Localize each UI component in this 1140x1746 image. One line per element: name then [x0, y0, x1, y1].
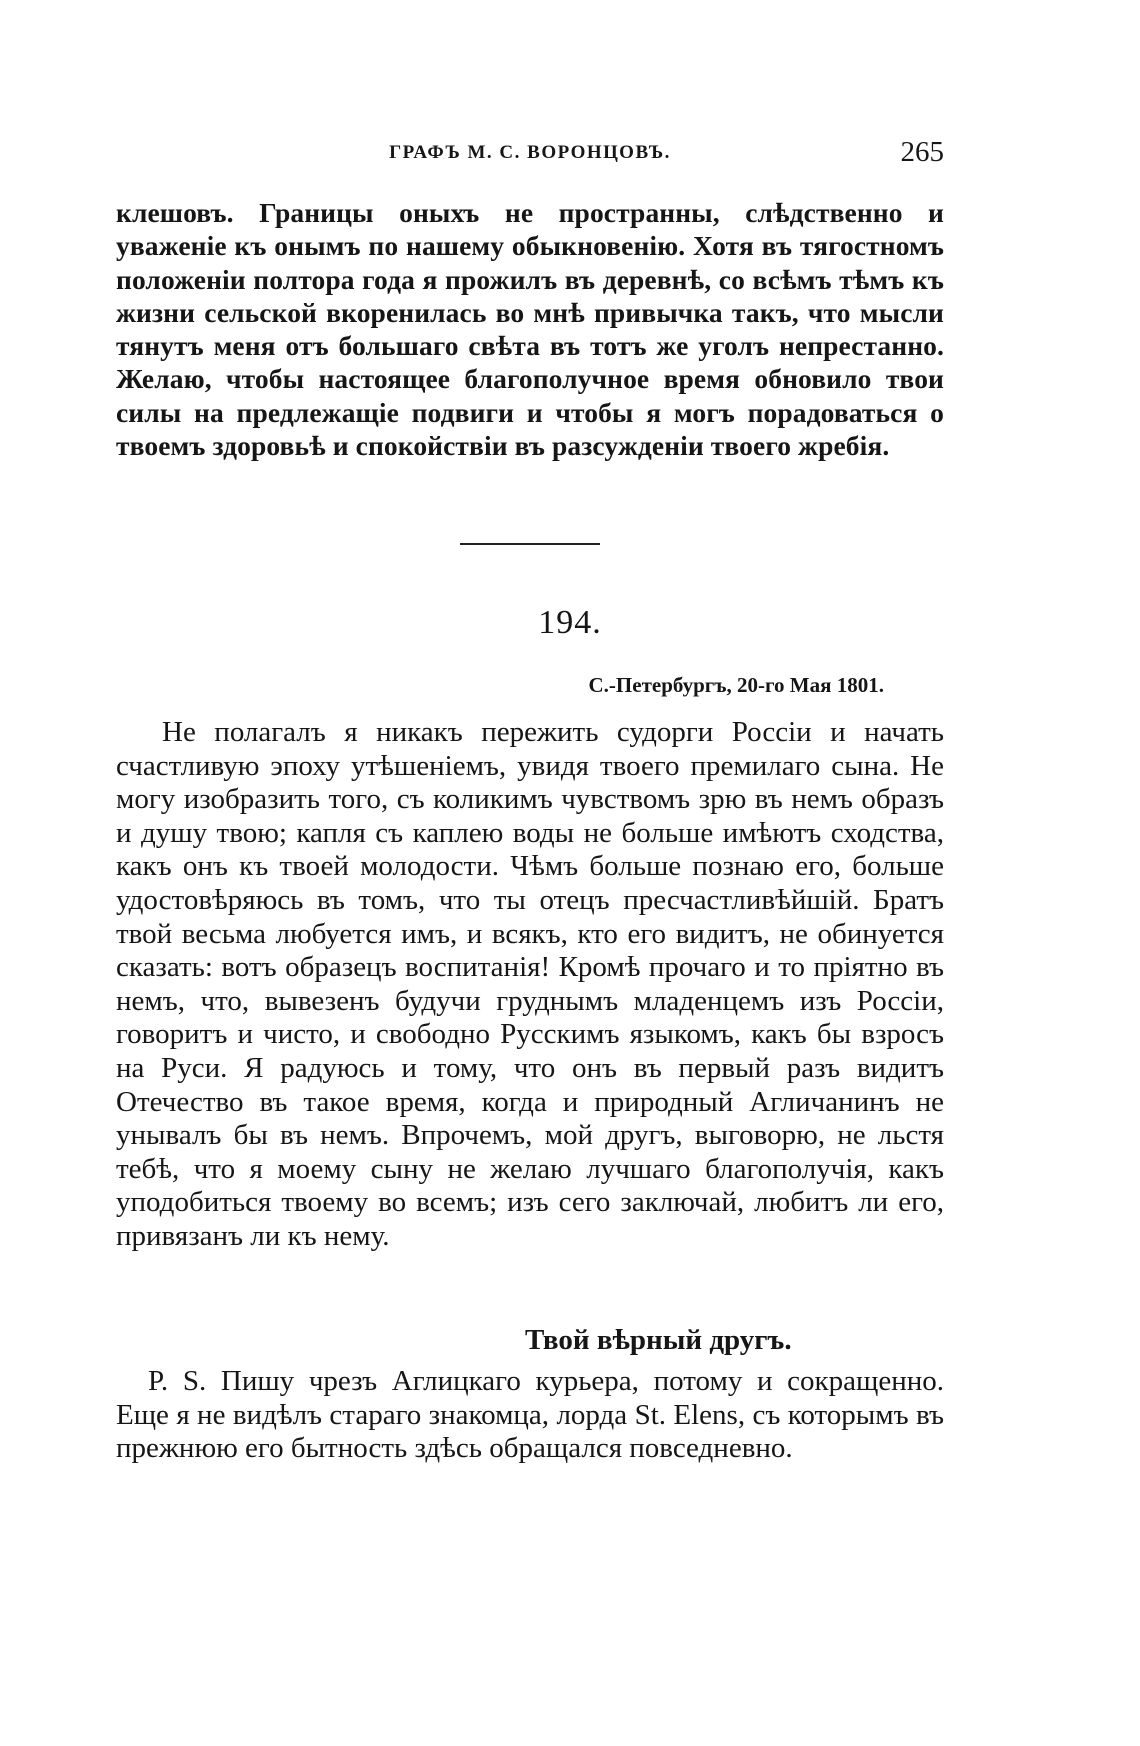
page-number: 265: [900, 136, 944, 168]
section-divider: [460, 543, 600, 545]
letter-dateline: С.-Петербургъ, 20-го Мая 1801.: [588, 673, 884, 697]
letter-body-text: Не полагалъ я никакъ пережить судорги Россіи и начать счастливую эпоху утѣшеніемъ, увидя твоего премилаго сына. Не могу изобразить того, съ коликимъ чувствомъ зрю въ немъ образъ и душу твою; капля съ каплею воды не больше имѣютъ сходства, какъ онъ къ твоей молодости. Чѣмъ больше познаю его, больше удостовѣряюсь въ томъ, что ты отецъ пресчастливѣйшій. Братъ твой весьма любуется имъ, и всякъ, кто его видитъ, не обинуется сказать: вотъ образецъ воспитанія! Кромѣ прочаго и то пріятно въ немъ, что, вывезенъ будучи груднымъ младенцемъ изъ Россіи, говоритъ и чисто, и свободно Русскимъ языкомъ, какъ бы взросъ на Руси. Я радуюсь и тому, что онъ въ первый разъ видитъ Отечество въ такое время, когда и природный Агличанинъ не унывалъ бы въ немъ. Впрочемъ, мой другъ, выговорю, не льстя тебѣ, что я моему сыну не желаю лучшаго благополучія, какъ уподобиться твоему во всемъ; изъ сего заключай, любитъ ли его, привязанъ ли къ нему.: [116, 716, 944, 1252]
continued-paragraph-text: клешовъ. Границы оныхъ не пространны, слѣдственно и уваженіе къ онымъ по нашему обыкновенію. Хотя въ тягостномъ положеніи полтора года я прожилъ въ деревнѣ, со всѣмъ тѣмъ къ жизни сельской вкоренилась во мнѣ привычка такъ, что мысли тянутъ меня отъ большаго свѣта въ тотъ же уголъ непрестанно. Желаю, чтобы настоящее благополучное время обновило твои силы на предлежащіе подвиги и чтобы я могъ порадоваться о твоемъ здоровьѣ и спокойствіи въ разсужденіи твоего жребія.: [116, 197, 944, 462]
running-title: ГРАФЪ М. С. ВОРОНЦОВЪ.: [389, 142, 671, 163]
continued-paragraph: [116, 196, 944, 462]
page-header: [116, 136, 944, 178]
postscript-text: P. S. Пишу чрезъ Аглицкаго курьера, потому и сокращенно. Еще я не видѣлъ стараго знакомца, лорда St. Elens, съ которымъ въ прежнюю его бытность здѣсь обращался повседневно.: [116, 1365, 944, 1465]
letter-signature: Твой вѣрный другъ.: [525, 1324, 792, 1356]
letter-body: [116, 716, 944, 1254]
postscript: [116, 1365, 944, 1466]
letter-number: 194.: [538, 604, 602, 641]
